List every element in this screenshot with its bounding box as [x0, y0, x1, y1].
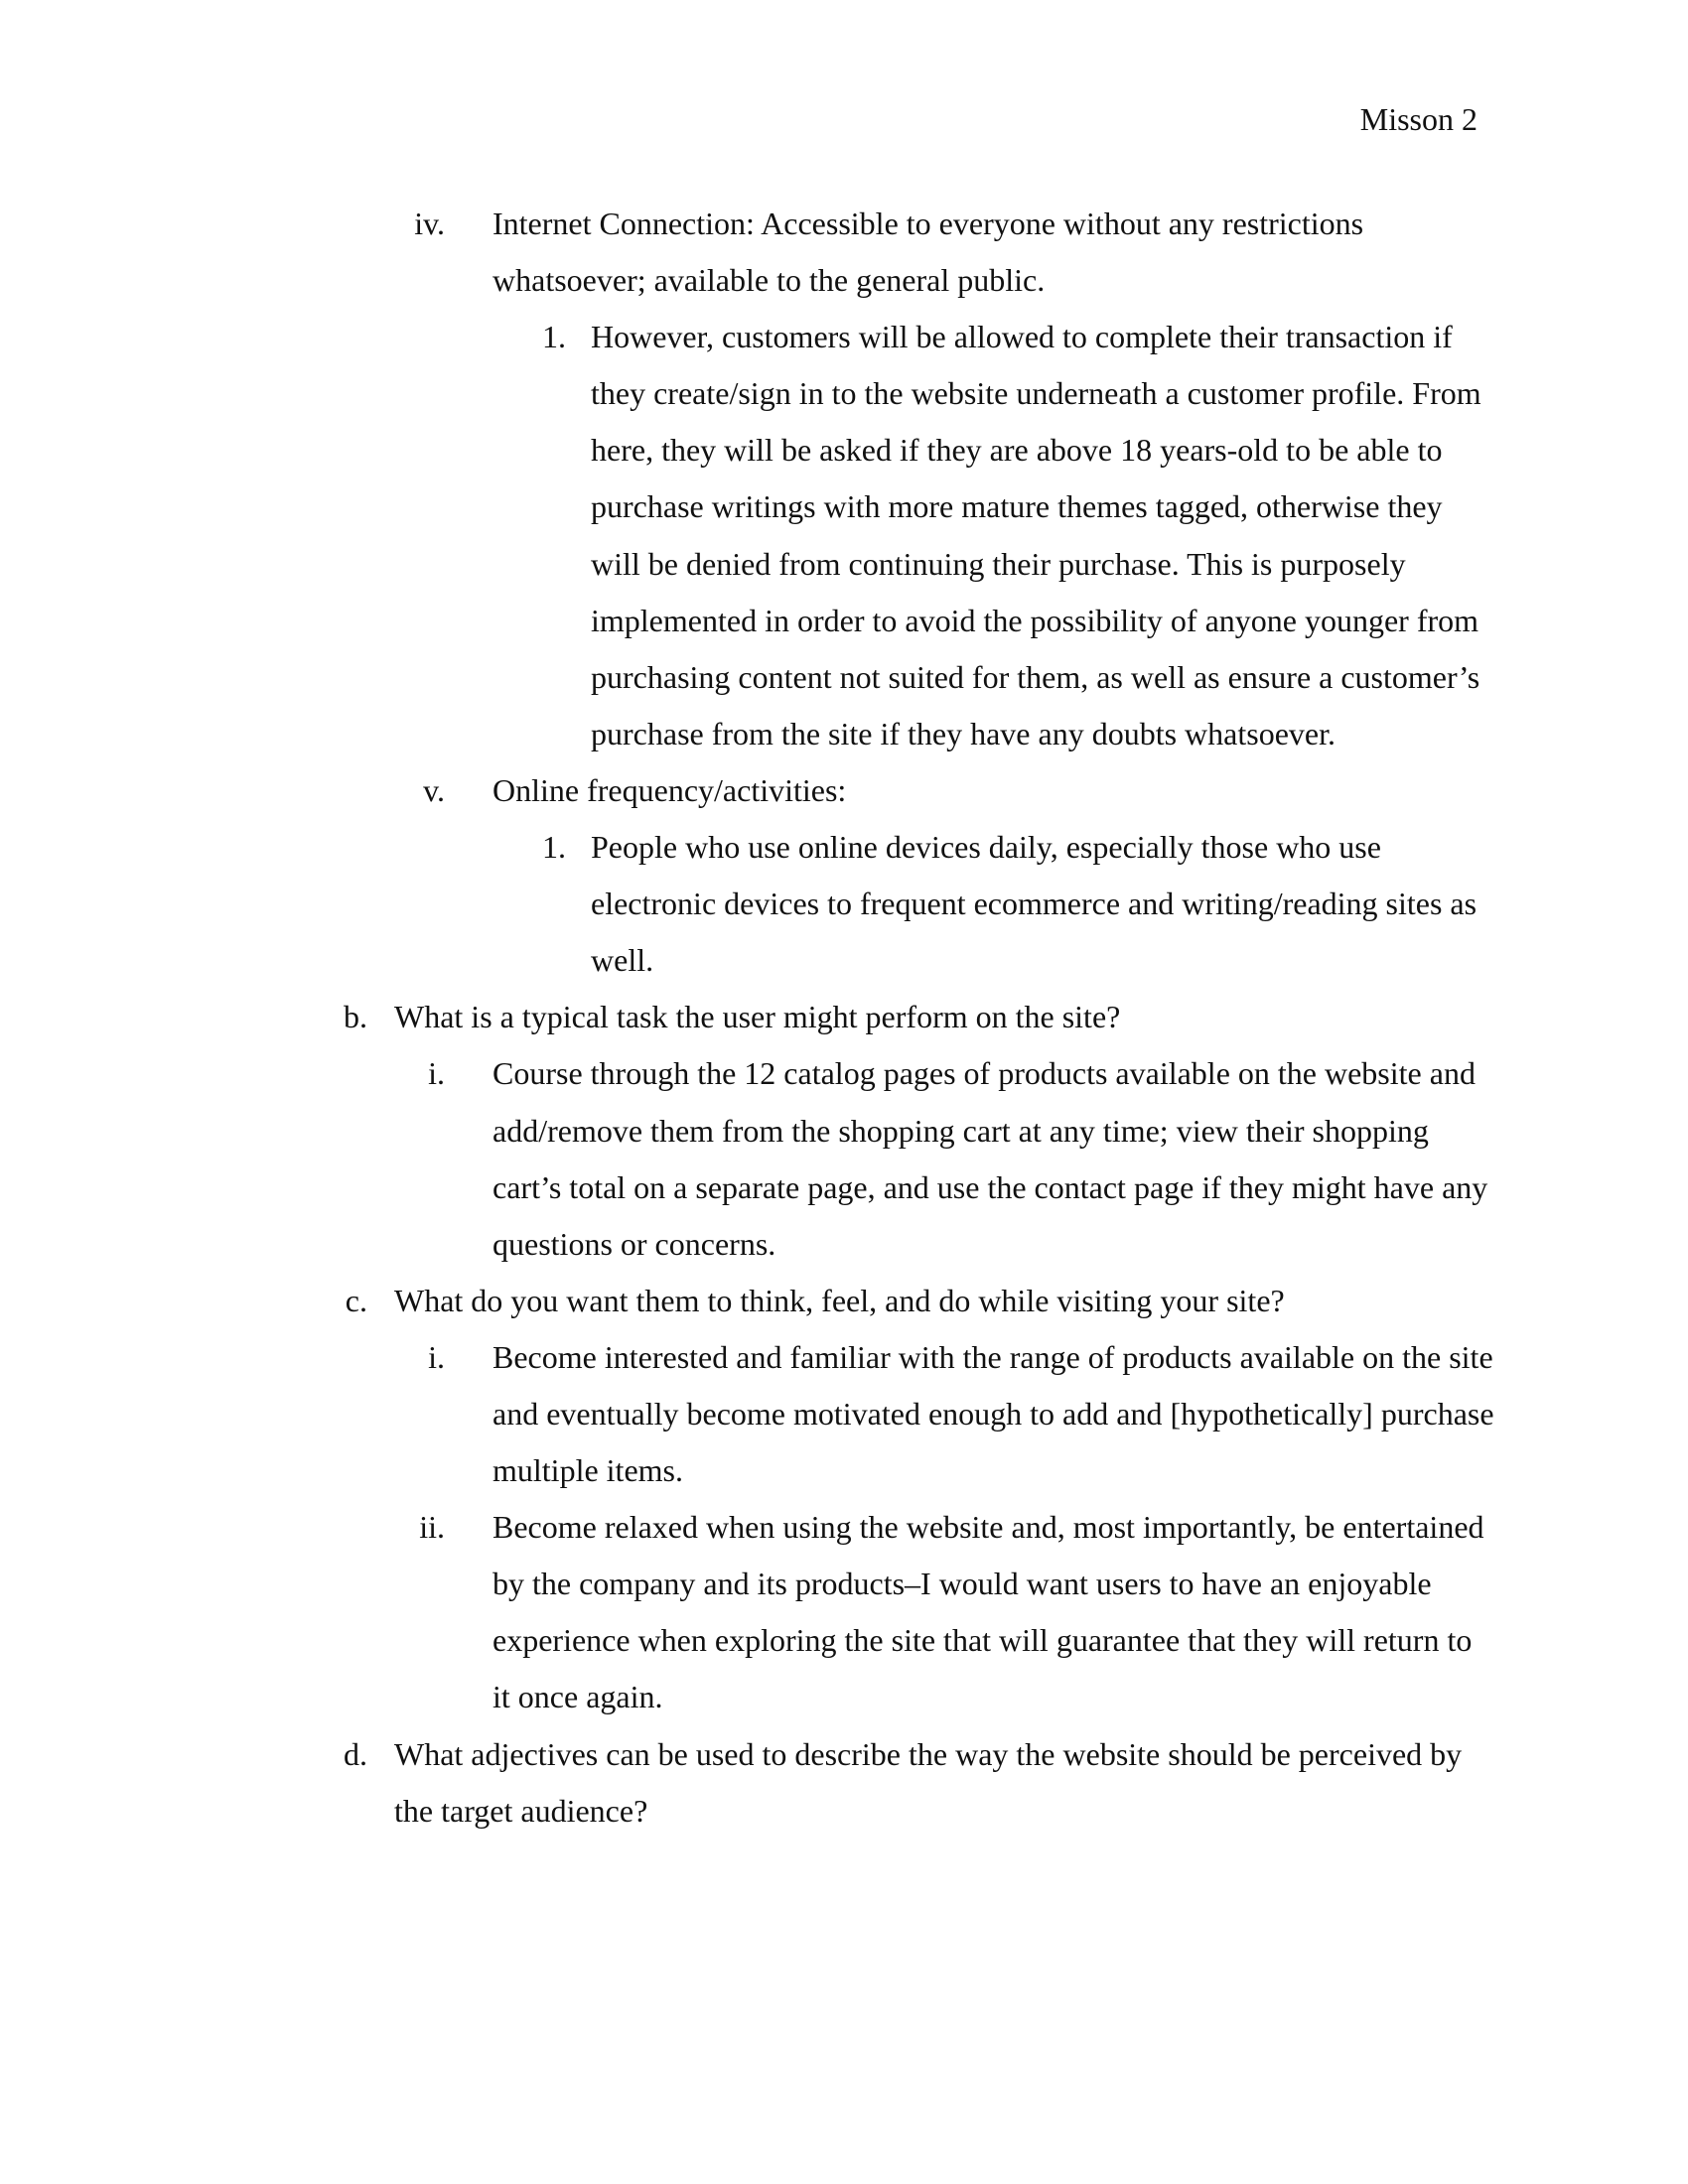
document-body	[0, 196, 1688, 1840]
list-marker: 1.	[542, 319, 566, 355]
list-item-iv-1	[0, 309, 1688, 762]
list-item-c-ii	[0, 1499, 1688, 1725]
list-item-text: Online frequency/activities:	[492, 771, 847, 808]
list-marker: i.	[428, 1055, 445, 1092]
list-marker: iv.	[414, 205, 445, 241]
list-item-c-i	[0, 1329, 1688, 1499]
list-item-text: What do you want them to think, feel, and do while visiting your site?	[394, 1282, 1285, 1318]
list-item-iv	[0, 196, 1688, 309]
list-item-text: Course through the 12 catalog pages of products available on the website and add/remove them from the shopping cart at any time; view their shopping cart’s total on a separate page, and use the contact page if they might have any questions or concerns.	[492, 1055, 1488, 1262]
list-item-text: What is a typical task the user might perform on the site?	[394, 999, 1121, 1035]
list-marker: c.	[345, 1282, 367, 1318]
list-item-b-i	[0, 1045, 1688, 1272]
list-item-text: Internet Connection: Accessible to everyone without any restrictions whatsoever; available to the general public.	[492, 205, 1364, 299]
list-item-b	[0, 989, 1688, 1045]
list-marker: d.	[344, 1735, 367, 1772]
list-item-d	[0, 1726, 1688, 1840]
list-item-v-1	[0, 819, 1688, 989]
list-marker: 1.	[542, 829, 566, 866]
list-marker: b.	[344, 999, 367, 1035]
list-item-v	[0, 762, 1688, 819]
list-item-text: People who use online devices daily, especially those who use electronic devices to frequent ecommerce and writing/reading sites as well.	[591, 829, 1477, 979]
page-header-label: Misson 2	[1359, 101, 1477, 137]
list-marker: i.	[428, 1338, 445, 1375]
list-item-c	[0, 1273, 1688, 1329]
list-item-text: Become interested and familiar with the range of products available on the site and eventually become motivated enough to add and [hypothetically] purchase multiple items.	[492, 1338, 1494, 1489]
list-marker: ii.	[419, 1509, 445, 1546]
list-marker: v.	[423, 771, 445, 808]
list-item-text: Become relaxed when using the website and, most importantly, be entertained by the company and its products–I would want users to have an enjoyable experience when exploring the site that will guarantee that they will return to it once again.	[492, 1509, 1484, 1715]
list-item-text: What adjectives can be used to describe the way the website should be perceived by the target audience?	[394, 1735, 1463, 1829]
list-item-text: However, customers will be allowed to complete their transaction if they create/sign in to the website underneath a customer profile. From here, they will be asked if they are above 18 years-old to be able to purchase writings with more mature themes tagged, otherwise they will be denied from continuing their purchase. This is purposely implemented in order to avoid the possibility of anyone younger from purchasing content not suited for them, as well as ensure a customer’s purchase from the site if they have any doubts whatsoever.	[591, 319, 1481, 751]
